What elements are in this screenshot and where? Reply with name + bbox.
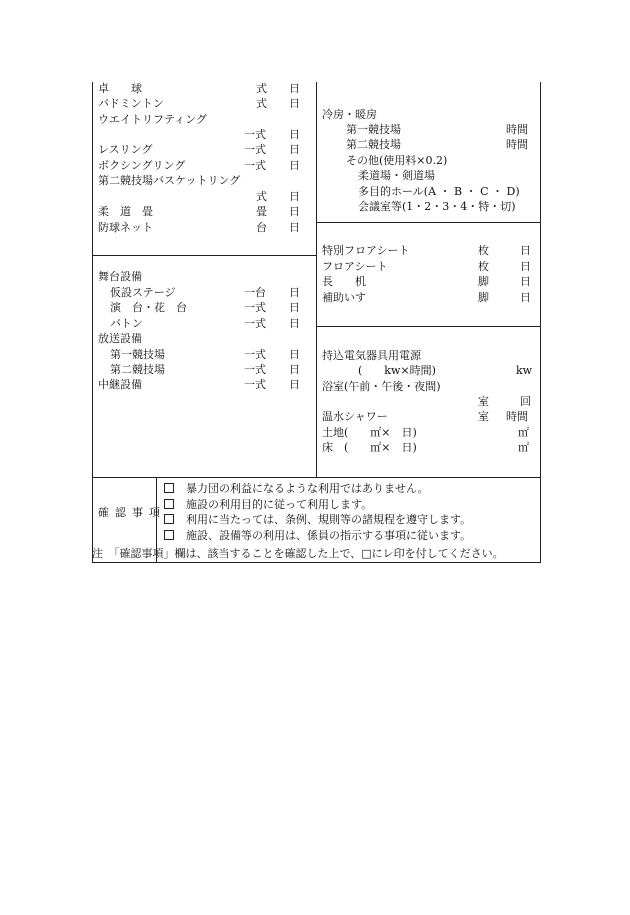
confirm-item: [164, 513, 471, 527]
section-heading: 放送設備: [98, 332, 142, 345]
table-bottom-line: [92, 562, 540, 563]
confirm-item: [164, 498, 372, 512]
item-day: 日: [289, 159, 300, 172]
item-unit: 脚: [478, 275, 489, 288]
item-label: フロアシート: [322, 260, 388, 273]
right-divider-1: [316, 222, 540, 223]
item-label: バドミントン: [98, 97, 164, 110]
item-day: 日: [289, 143, 300, 156]
item-label: ウエイトリフティング: [98, 113, 207, 126]
item-label: 第二競技場: [110, 363, 165, 376]
item-unit: 式: [256, 82, 267, 95]
item-label: バトン: [110, 317, 143, 330]
item-day: 日: [289, 378, 300, 391]
item-label: 長 机: [322, 275, 366, 288]
item-unit: 時間: [506, 138, 528, 151]
land-unit: ㎡: [518, 426, 529, 439]
floor-unit: ㎡: [518, 441, 529, 454]
border-right: [540, 82, 541, 563]
item-day: 日: [289, 363, 300, 376]
footnote: 注 「確認事項」欄は、該当することを確認した上で、□にレ印を付してください。: [92, 547, 504, 560]
item-unit: 脚: [478, 291, 489, 304]
item-label: 卓 球: [98, 82, 142, 95]
item-day: 日: [289, 221, 300, 234]
item-unit: 畳: [256, 205, 267, 218]
right-divider-2: [316, 326, 540, 327]
confirm-top-line: [92, 477, 540, 478]
item-label: 仮設ステージ: [110, 286, 176, 299]
confirm-item: [164, 529, 471, 543]
shower-hours-unit: 時間: [506, 410, 528, 423]
item-unit: 式: [256, 190, 267, 203]
floor-label: 床 ( ㎡× 日): [322, 441, 417, 454]
item-unit: 台: [256, 221, 267, 234]
power-detail: ( kw×時間): [358, 364, 436, 377]
item-unit: 一式: [244, 143, 266, 156]
shower-label: 温水シャワー: [322, 410, 388, 423]
item-label: 演 台・花 台: [110, 301, 187, 314]
bath-count-unit: 回: [520, 395, 531, 408]
item-unit: 一式: [244, 363, 266, 376]
confirm-item-text: 暴力団の利益になるような利用ではありません。: [186, 482, 429, 495]
sub-item: 多目的ホール(A ・ B ・ C ・ D): [358, 185, 520, 198]
item-day: 日: [520, 291, 531, 304]
item-day: 日: [289, 348, 300, 361]
item-unit: 式: [256, 97, 267, 110]
item-label: 補助いす: [322, 291, 366, 304]
item-label: 第一競技場: [346, 123, 401, 136]
item-day: 日: [289, 286, 300, 299]
section-heading: 冷房・暖房: [322, 108, 377, 121]
confirm-checkbox[interactable]: [164, 483, 174, 493]
item-unit: 一式: [244, 348, 266, 361]
border-left: [92, 82, 93, 563]
item-day: 日: [289, 128, 300, 141]
shower-room-unit: 室: [478, 410, 489, 423]
item-label: 防球ネット: [98, 221, 153, 234]
item-unit: 枚: [478, 244, 489, 257]
item-label: ボクシングリング: [98, 159, 186, 172]
power-label: 持込電気器具用電源: [322, 349, 421, 362]
item-day: 日: [289, 97, 300, 110]
item-label: 特別フロアシート: [322, 244, 410, 257]
item-unit: 一式: [244, 128, 266, 141]
item-unit: 枚: [478, 260, 489, 273]
item-label: 第一競技場: [110, 348, 165, 361]
item-day: 日: [520, 275, 531, 288]
left-divider: [92, 255, 316, 256]
confirm-item: [164, 482, 429, 496]
item-unit: 時間: [506, 123, 528, 136]
confirm-checkbox[interactable]: [164, 499, 174, 509]
confirm-item-text: 利用に当たっては、条例、規則等の諸規程を遵守します。: [186, 513, 472, 526]
item-unit: 一式: [244, 159, 266, 172]
sub-item: 会議室等(1・2・3・4・特・切): [358, 200, 516, 213]
item-day: 日: [520, 244, 531, 257]
item-unit: 一式: [244, 301, 266, 314]
item-day: 日: [289, 82, 300, 95]
item-label: 第二競技場: [346, 138, 401, 151]
bath-label: 浴室(午前・午後・夜間): [322, 380, 441, 393]
other-label: その他(使用料×0.2): [346, 154, 448, 167]
item-unit: 一台: [244, 286, 266, 299]
section-heading: 舞台設備: [98, 270, 142, 283]
confirm-checkbox[interactable]: [164, 530, 174, 540]
land-label: 土地( ㎡× 日): [322, 426, 417, 439]
confirm-checkbox[interactable]: [164, 514, 174, 524]
bath-room-unit: 室: [478, 395, 489, 408]
confirm-item-text: 施設の利用目的に従って利用します。: [186, 498, 373, 511]
confirm-label: 確認事項: [98, 506, 166, 519]
item-label: 柔 道 畳: [98, 205, 153, 218]
confirm-item-text: 施設、設備等の利用は、係員の指示する事項に従います。: [186, 529, 472, 542]
item-day: 日: [289, 205, 300, 218]
power-unit: kw: [516, 364, 533, 377]
item-label: 中継設備: [98, 378, 142, 391]
item-label: 第二競技場バスケットリング: [98, 174, 241, 187]
item-unit: 一式: [244, 317, 266, 330]
item-day: 日: [289, 190, 300, 203]
item-day: 日: [289, 301, 300, 314]
item-day: 日: [289, 317, 300, 330]
center-divider: [316, 82, 317, 477]
item-day: 日: [520, 260, 531, 273]
item-unit: 一式: [244, 378, 266, 391]
item-label: レスリング: [98, 143, 153, 156]
sub-item: 柔道場・剣道場: [358, 169, 435, 182]
